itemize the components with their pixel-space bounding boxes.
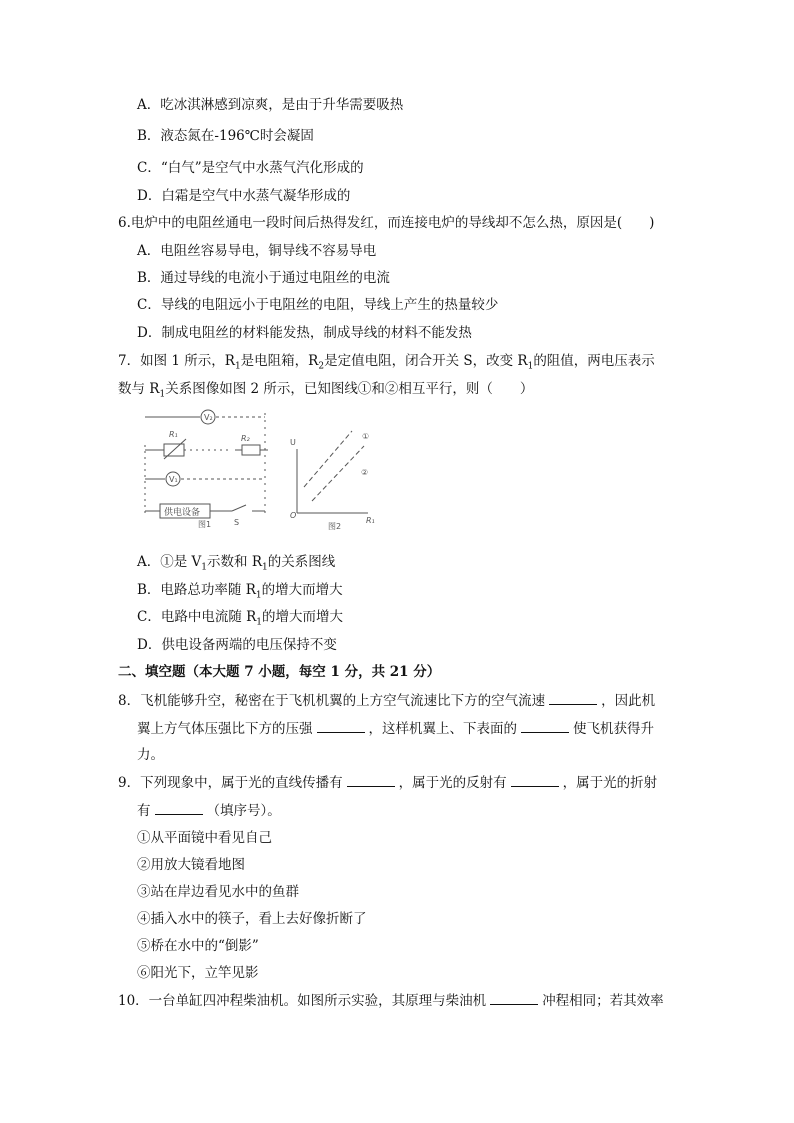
q6-option-b: B．通过导线的电流小于通过电阻丝的电流 [137, 270, 390, 286]
fig2-caption: 图2 [328, 522, 342, 530]
q8-line1: 8．飞机能够升空，秘密在于飞机机翼的上方空气流速比下方的空气流速 ，因此机 [118, 690, 655, 711]
fig-r1-label: R₁ [169, 430, 178, 439]
q5-option-a: A．吃冰淇淋感到凉爽，是由于升华需要吸热 [137, 97, 404, 113]
q9-item: ③站在岸边看见水中的鱼群 [137, 884, 299, 900]
q9-item: ⑥阳光下，立竿见影 [137, 965, 259, 981]
q9-item: ①从平面镜中看见自己 [137, 830, 272, 846]
fig2-axis-u: U [290, 438, 296, 447]
q9-item: ⑤桥在水中的“倒影” [137, 938, 259, 954]
fig1-caption: 图1 [198, 520, 212, 529]
q9-blank-3[interactable] [155, 800, 203, 815]
fig-v1-label: V₁ [169, 475, 178, 484]
q6-option-a: A．电阻丝容易导电，铜导线不容易导电 [137, 243, 377, 259]
fig-v2-label: V₂ [204, 413, 213, 422]
q5-option-d: D．白霜是空气中水蒸气凝华形成的 [137, 188, 351, 204]
q9-item: ④插入水中的筷子，看上去好像折断了 [137, 911, 367, 927]
q8-blank-3[interactable] [521, 718, 569, 733]
fig2-axis-r1: R₁ [366, 516, 375, 525]
q8-blank-2[interactable] [317, 718, 365, 733]
q8-blank-1[interactable] [549, 690, 597, 705]
q7-option-a: A．①是 $V_1$示数和 $R_1$的关系图线 [137, 554, 336, 573]
q7-option-b: B．电路总功率随 $R_1$的增大而增大 [137, 582, 343, 601]
fig2-line2-label: ② [361, 468, 369, 477]
q10-line1: 10．一台单缸四冲程柴油机。如图所示实验，其原理与柴油机 冲程相同；若其效率 [118, 990, 664, 1011]
fig-r2-label: R₂ [241, 434, 250, 443]
q10-blank-1[interactable] [490, 990, 538, 1005]
q5-option-b: B．液态氮在-196℃时会凝固 [137, 128, 314, 144]
q8-line2: 翼上方气体压强比下方的压强 ，这样机翼上、下表面的 使飞机获得升 [137, 718, 654, 739]
q9-blank-2[interactable] [511, 772, 559, 787]
q9-item: ②用放大镜看地图 [137, 857, 245, 873]
q9-blank-1[interactable] [347, 772, 395, 787]
q5-option-c: C．“白气”是空气中水蒸气汽化形成的 [137, 160, 364, 176]
q7-stem-line1: 7．如图 1 所示，$R_1$是电阻箱，$R_2$是定值电阻，闭合开关 S，改变 $R_1$的阻值，两电压表示 [118, 353, 655, 372]
q9-line1: 9．下列现象中，属于光的直线传播有 ，属于光的反射有 ，属于光的折射 [118, 772, 657, 793]
fig2-origin: O [290, 511, 297, 520]
q9-line2: 有 （填序号）。 [137, 800, 281, 821]
q6-option-d: D．制成电阻丝的材料能发热，制成导线的材料不能发热 [137, 325, 472, 341]
q7-option-d: D．供电设备两端的电压保持不变 [137, 637, 337, 653]
q7-option-c: C．电路中电流随 $R_1$的增大而增大 [137, 609, 344, 628]
section-heading-fill-blank: 二、填空题（本大题 7 小题，每空 1 分，共 21 分） [118, 664, 441, 680]
q7-stem-line2: 数与 $R_1$关系图像如图 2 所示，已知图线①和②相互平行，则（ ） [118, 381, 534, 400]
q8-line3: 力。 [137, 747, 164, 763]
fig2-line1-label: ① [362, 432, 370, 441]
q6-stem: 6.电炉中的电阻丝通电一段时间后热得发红，而连接电炉的导线却不怎么热，原因是( ) [118, 215, 655, 231]
fig-switch-label: S [234, 518, 240, 527]
q6-option-c: C．导线的电阻远小于电阻丝的电阻，导线上产生的热量较少 [137, 297, 499, 313]
q7-circuit-figure [140, 405, 390, 530]
fig-supply-label: 供电设备 [164, 508, 201, 518]
